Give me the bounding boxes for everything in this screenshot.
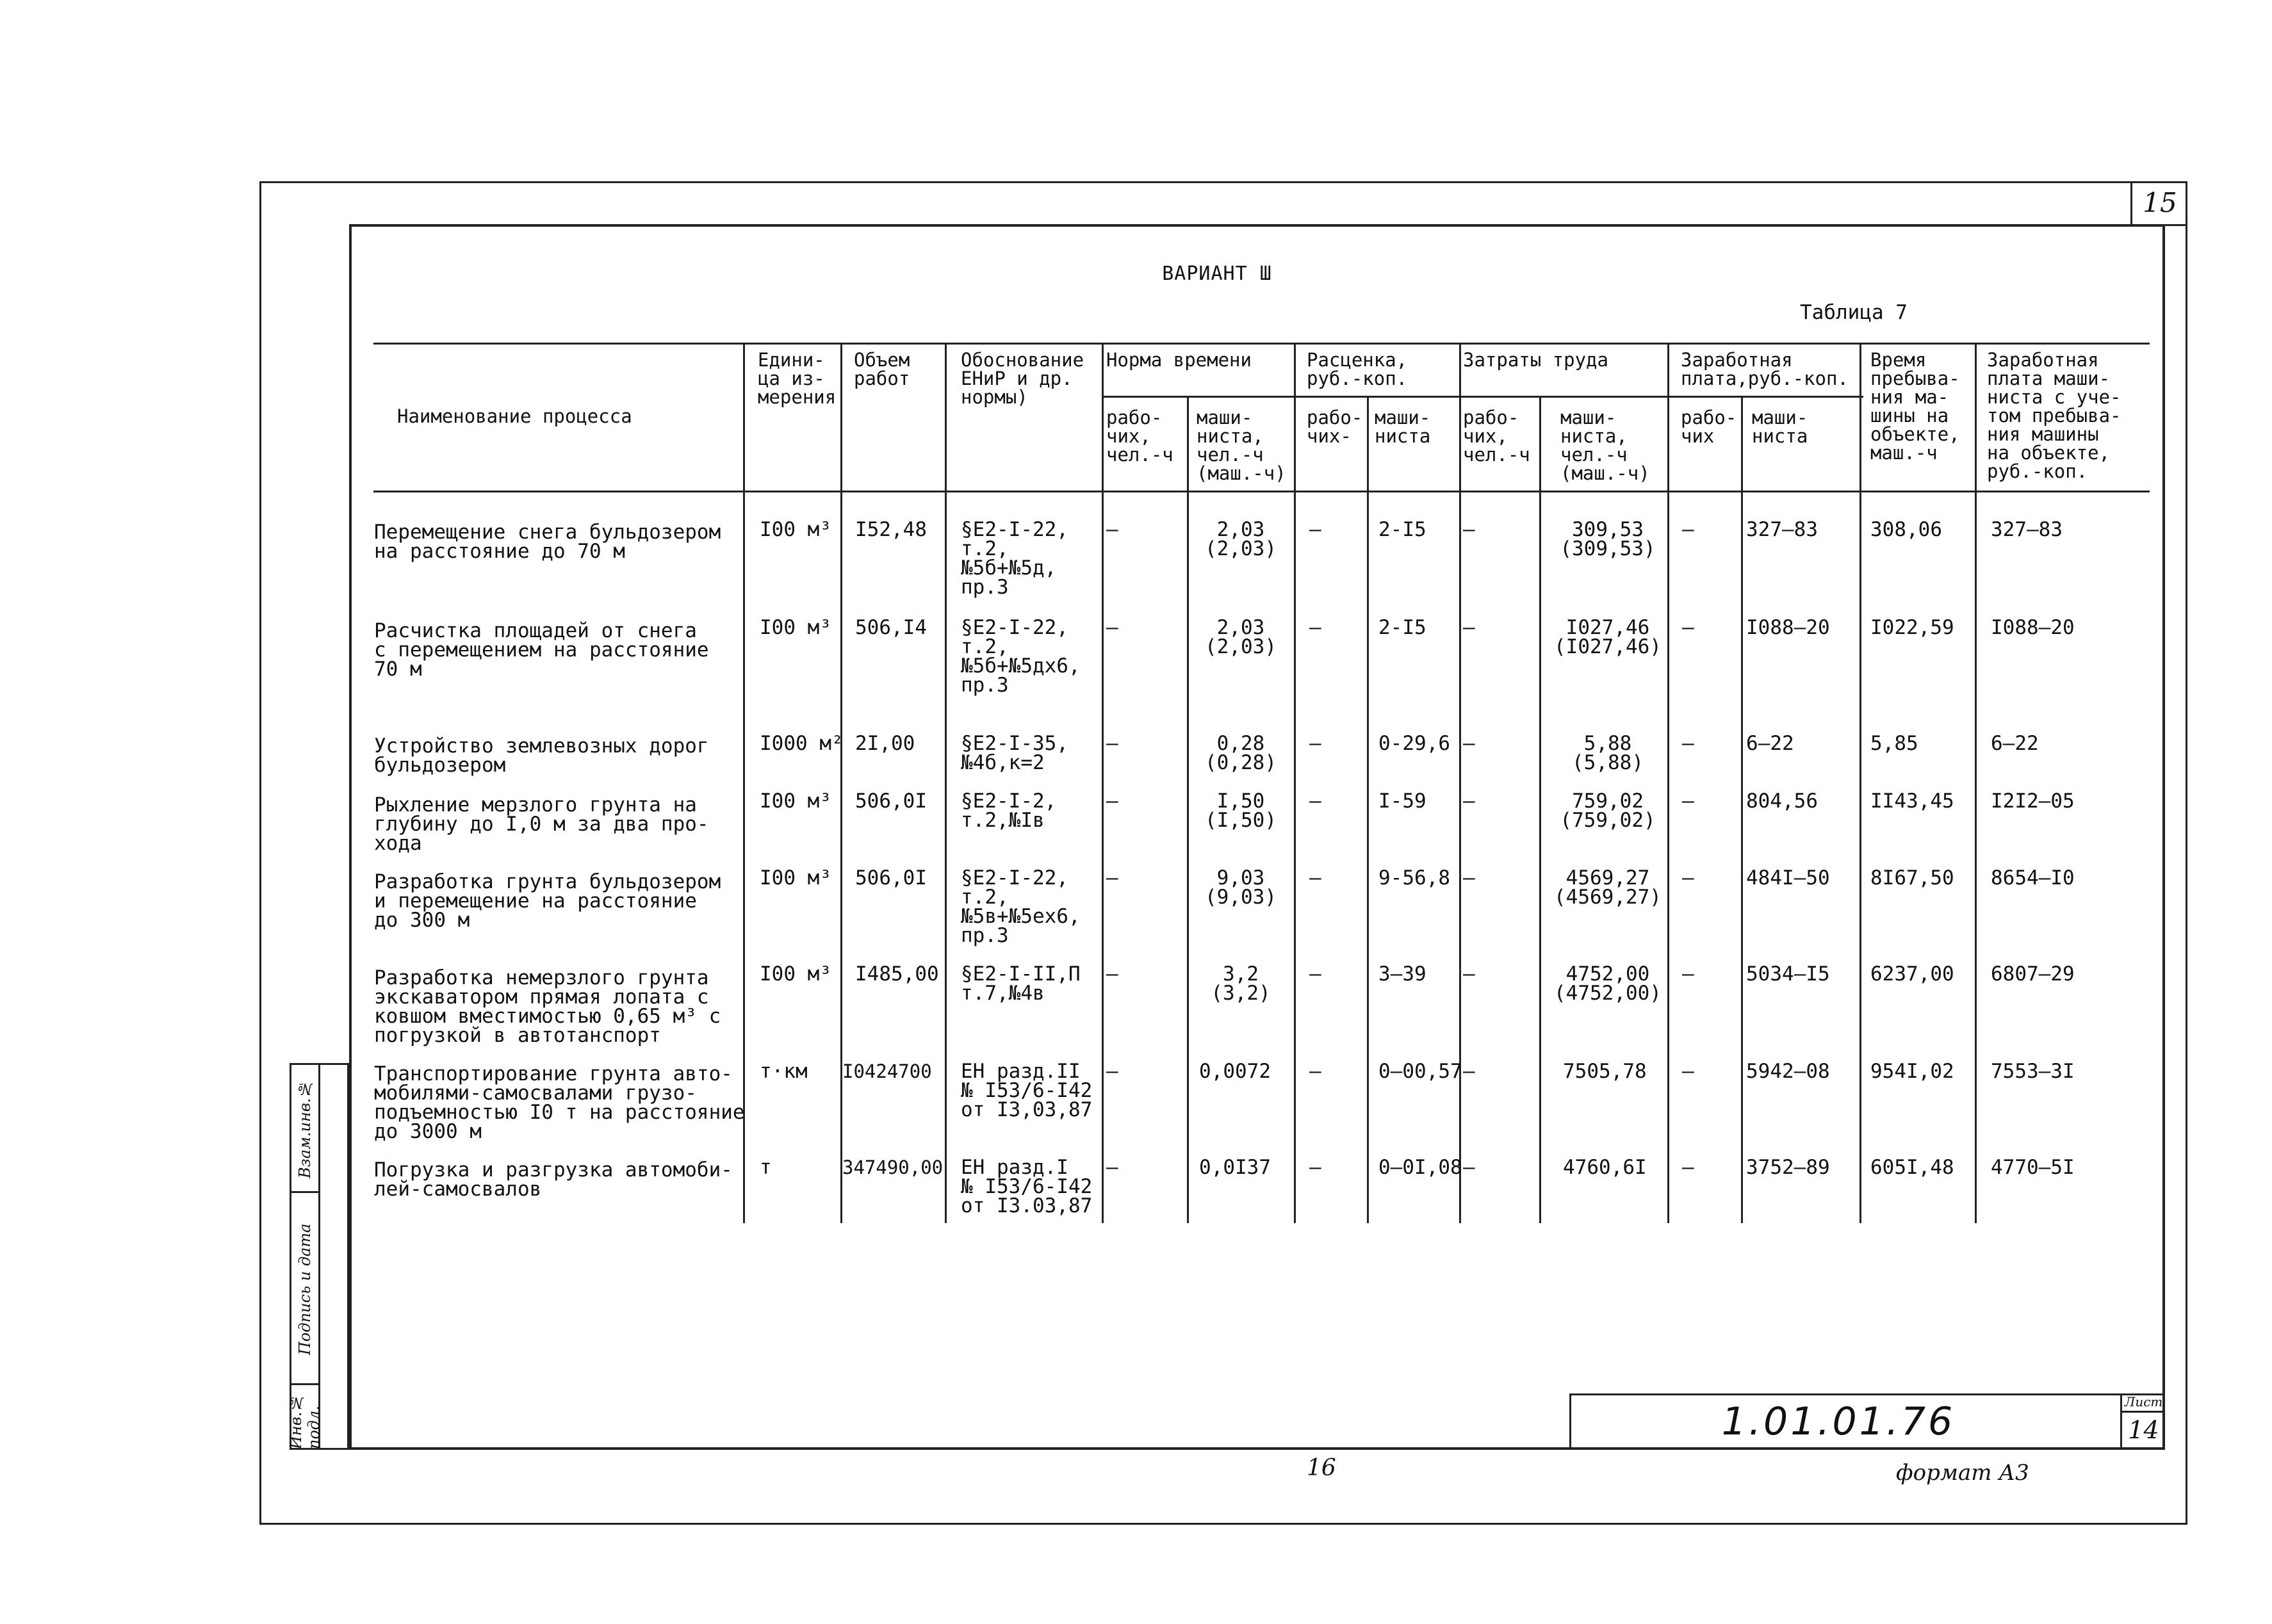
- row-rate-workers: –: [1309, 1060, 1321, 1083]
- row-rate-workers: –: [1309, 518, 1321, 541]
- header-name: Наименование процесса: [397, 405, 632, 427]
- row-labor-machinist: 4569,27 (4569,27): [1554, 866, 1662, 909]
- row-time: 5,85: [1870, 732, 1918, 755]
- row-time: II43,45: [1870, 790, 1954, 813]
- col-divider: [1367, 396, 1369, 1223]
- header-norm: Норма времени: [1106, 349, 1252, 371]
- row-basis: §Е2-I-22, т.2, №5в+№5ех6, пр.3: [961, 866, 1081, 947]
- stamp-inventory-label: Инв.№ подл.: [287, 1393, 323, 1449]
- row-norm-machinist: 2,03 (2,03): [1205, 518, 1277, 560]
- header-unit: Едини- ца из- мерения: [758, 349, 837, 408]
- row-basis: §Е2-I-II,П т.7,№4в: [961, 962, 1081, 1005]
- subheader-rule: [1104, 396, 1863, 398]
- row-rate-workers: –: [1309, 616, 1321, 639]
- header-labor: Затраты труда: [1463, 349, 1608, 371]
- row-unit: I00 м³: [760, 866, 831, 889]
- row-wage-workers: –: [1682, 962, 1694, 986]
- row-norm-workers: –: [1106, 1156, 1118, 1179]
- header-bottom-rule: [373, 491, 2150, 492]
- row-machine-wage: I088–20: [1991, 616, 2075, 639]
- row-rate-workers: –: [1309, 732, 1321, 755]
- row-labor-machinist: 5,88 (5,88): [1572, 732, 1644, 774]
- row-name: Расчистка площадей от снега с перемещением на расстояние 70 м: [374, 619, 709, 681]
- header-wage-workers: рабо- чих: [1681, 407, 1737, 447]
- row-norm-workers: –: [1106, 790, 1118, 813]
- row-norm-machinist: 9,03 (9,03): [1205, 866, 1277, 909]
- row-basis: ЕН разд.I № I53/6-I42 от I3.03,87: [961, 1156, 1093, 1217]
- row-unit: I00 м³: [760, 962, 831, 986]
- row-wage-machinist: 327–83: [1746, 518, 1818, 541]
- row-labor-machinist: 4760,6I: [1563, 1156, 1647, 1179]
- header-basis: Обоснование ЕНиР и др. нормы): [961, 349, 1084, 408]
- row-basis: §Е2-I-22, т.2, №5б+№5д, пр.3: [961, 518, 1068, 599]
- row-labor-workers: –: [1463, 790, 1475, 813]
- row-time: 308,06: [1870, 518, 1942, 541]
- header-labor-workers: рабо- чих, чел.-ч: [1463, 407, 1530, 466]
- row-volume: I52,48: [855, 518, 927, 541]
- row-labor-machinist: 309,53 (309,53): [1560, 518, 1656, 560]
- col-divider: [1539, 396, 1541, 1223]
- row-labor-machinist: 759,02 (759,02): [1560, 790, 1656, 832]
- row-labor-machinist: I027,46 (I027,46): [1554, 616, 1662, 658]
- row-wage-workers: –: [1682, 1156, 1694, 1179]
- header-wage: Заработная плата,руб.-коп.: [1681, 349, 1849, 389]
- row-unit: I00 м³: [760, 616, 831, 639]
- row-norm-machinist: 0,28 (0,28): [1205, 732, 1277, 774]
- col-divider: [840, 343, 842, 1223]
- row-norm-machinist: 3,2 (3,2): [1211, 962, 1271, 1005]
- row-labor-workers: –: [1463, 1156, 1475, 1179]
- header-norm-workers: рабо- чих, чел.-ч: [1106, 407, 1173, 466]
- col-divider: [945, 343, 947, 1223]
- header-rate: Расценка, руб.-коп.: [1307, 349, 1408, 389]
- sheet-number: 14: [2128, 1416, 2159, 1444]
- col-divider: [1294, 343, 1296, 1223]
- row-machine-wage: 327–83: [1991, 518, 2063, 541]
- row-norm-workers: –: [1106, 1060, 1118, 1083]
- row-rate-machinist: 2-I5: [1378, 518, 1426, 541]
- row-norm-workers: –: [1106, 616, 1118, 639]
- row-time: 6237,00: [1870, 962, 1954, 986]
- col-divider: [1459, 343, 1461, 1223]
- row-norm-machinist: 0,0I37: [1199, 1156, 1271, 1179]
- row-norm-machinist: 2,03 (2,03): [1205, 616, 1277, 658]
- row-wage-machinist: 6–22: [1746, 732, 1794, 755]
- header-wage-machinist: маши- ниста: [1752, 407, 1808, 447]
- row-labor-workers: –: [1463, 962, 1475, 986]
- row-labor-machinist: 7505,78: [1563, 1060, 1647, 1083]
- row-name: Перемещение снега бульдозером на расстояние до 70 м: [374, 521, 721, 563]
- row-norm-machinist: I,50 (I,50): [1205, 790, 1277, 832]
- row-labor-workers: –: [1463, 732, 1475, 755]
- row-wage-machinist: 484I–50: [1746, 866, 1830, 889]
- row-name: Разработка немерзлого грунта экскаватором прямая лопата с ковшом вместимостью 0,65 м³ с погрузкой в автотанспорт: [374, 966, 721, 1047]
- row-volume: I0424700: [842, 1060, 932, 1082]
- row-wage-workers: –: [1682, 518, 1694, 541]
- stamp-signature-label: Подпись и дата: [296, 1223, 314, 1355]
- row-machine-wage: 6807–29: [1991, 962, 2075, 986]
- col-divider: [1187, 396, 1189, 1223]
- row-rate-machinist: 2-I5: [1378, 616, 1426, 639]
- row-volume: 506,0I: [855, 790, 927, 813]
- row-time: I022,59: [1870, 616, 1954, 639]
- row-rate-machinist: 0–00,57: [1378, 1060, 1462, 1083]
- row-name: Транспортирование грунта авто- мобилями-самосвалами грузо- подъемностью I0 т на расстояние до 3000 м: [374, 1062, 745, 1143]
- col-divider: [1667, 343, 1669, 1223]
- row-rate-machinist: 3–39: [1378, 962, 1426, 986]
- header-rate-machinist: маши- ниста: [1375, 407, 1431, 447]
- stamp-replacement-label: Взам.инв.№: [296, 1080, 314, 1178]
- col-divider: [1102, 343, 1104, 1223]
- row-name: Разработка грунта бульдозером и перемещение на расстояние до 300 м: [374, 870, 721, 932]
- row-machine-wage: 6–22: [1991, 732, 2039, 755]
- row-volume: 506,I4: [855, 616, 927, 639]
- row-name: Устройство землевозных дорог бульдозером: [374, 735, 709, 777]
- sheet-box: [2120, 1393, 2165, 1450]
- col-divider: [1859, 343, 1861, 1223]
- header-rate-workers: рабо- чих-: [1307, 407, 1363, 447]
- row-volume: I485,00: [855, 962, 939, 986]
- header-volume: Объем работ: [854, 349, 910, 389]
- row-wage-workers: –: [1682, 790, 1694, 813]
- row-rate-machinist: 9-56,8: [1378, 866, 1450, 889]
- row-unit: т: [760, 1156, 772, 1179]
- row-wage-machinist: 804,56: [1746, 790, 1818, 813]
- row-wage-machinist: I088–20: [1746, 616, 1830, 639]
- row-time: 954I,02: [1870, 1060, 1954, 1083]
- document-code: 1.01.01.76: [1721, 1399, 1956, 1444]
- row-rate-workers: –: [1309, 866, 1321, 889]
- row-basis: §Е2-I-2, т.2,№Iв: [961, 790, 1057, 832]
- row-unit: I00 м³: [760, 518, 831, 541]
- row-machine-wage: I2I2–05: [1991, 790, 2075, 813]
- sheet-label: Лист: [2122, 1393, 2165, 1413]
- row-rate-machinist: 0-29,6: [1378, 732, 1450, 755]
- row-rate-workers: –: [1309, 962, 1321, 986]
- row-norm-workers: –: [1106, 518, 1118, 541]
- row-wage-machinist: 3752–89: [1746, 1156, 1830, 1179]
- page-title: ВАРИАНТ Ш: [1162, 263, 1272, 285]
- row-rate-workers: –: [1309, 790, 1321, 813]
- table-label: Таблица 7: [1800, 301, 1908, 324]
- row-norm-workers: –: [1106, 732, 1118, 755]
- col-divider: [1975, 343, 1977, 1223]
- row-norm-workers: –: [1106, 962, 1118, 986]
- row-volume: 506,0I: [855, 866, 927, 889]
- row-basis: ЕН разд.II № I53/6-I42 от I3,03,87: [961, 1060, 1093, 1121]
- row-labor-workers: –: [1463, 616, 1475, 639]
- format-label: формат А3: [1896, 1460, 2029, 1486]
- header-machine-wage: Заработная плата маши- ниста с уче- том пребыва- ния машины на объекте, руб.-коп.: [1987, 349, 2121, 482]
- row-wage-workers: –: [1682, 1060, 1694, 1083]
- bottom-page-number: 16: [1307, 1455, 1336, 1481]
- row-basis: §Е2-I-35, №4б,к=2: [961, 732, 1068, 774]
- row-machine-wage: 7553–3I: [1991, 1060, 2075, 1083]
- row-name: Рыхление мерзлого грунта на глубину до I,0 м за два про- хода: [374, 793, 709, 855]
- row-labor-machinist: 4752,00 (4752,00): [1554, 962, 1662, 1005]
- row-rate-machinist: I-59: [1378, 790, 1426, 813]
- row-wage-workers: –: [1682, 866, 1694, 889]
- table-top-rule: [373, 343, 2150, 345]
- approval-stamp: [287, 1063, 349, 1450]
- row-unit: I000 м²: [760, 732, 844, 755]
- row-wage-machinist: 5034–I5: [1746, 962, 1830, 986]
- header-norm-machinist: маши- ниста, чел.-ч (маш.-ч): [1197, 407, 1286, 484]
- row-machine-wage: 8654–I0: [1991, 866, 2075, 889]
- header-labor-machinist: маши- ниста, чел.-ч (маш.-ч): [1560, 407, 1650, 484]
- row-machine-wage: 4770–5I: [1991, 1156, 2075, 1179]
- row-rate-workers: –: [1309, 1156, 1321, 1179]
- row-unit: I00 м³: [760, 790, 831, 813]
- header-time: Время пребыва- ния ма- шины на объекте, маш.-ч: [1870, 349, 1960, 464]
- col-divider: [1741, 396, 1743, 1223]
- row-wage-machinist: 5942–08: [1746, 1060, 1830, 1083]
- row-labor-workers: –: [1463, 518, 1475, 541]
- row-wage-workers: –: [1682, 616, 1694, 639]
- row-time: 8I67,50: [1870, 866, 1954, 889]
- row-volume: 347490,00: [842, 1157, 944, 1178]
- row-basis: §Е2-I-22, т.2, №5б+№5дх6, пр.3: [961, 616, 1081, 697]
- top-page-number: 15: [2130, 181, 2187, 226]
- row-volume: 2I,00: [855, 732, 915, 755]
- row-norm-machinist: 0,0072: [1199, 1060, 1271, 1083]
- row-name: Погрузка и разгрузка автомоби- лей-самосвалов: [374, 1158, 733, 1201]
- row-labor-workers: –: [1463, 866, 1475, 889]
- row-time: 605I,48: [1870, 1156, 1954, 1179]
- row-wage-workers: –: [1682, 732, 1694, 755]
- row-rate-machinist: 0–0I,08: [1378, 1156, 1462, 1179]
- row-norm-workers: –: [1106, 866, 1118, 889]
- row-unit: т·км: [760, 1060, 808, 1083]
- row-labor-workers: –: [1463, 1060, 1475, 1083]
